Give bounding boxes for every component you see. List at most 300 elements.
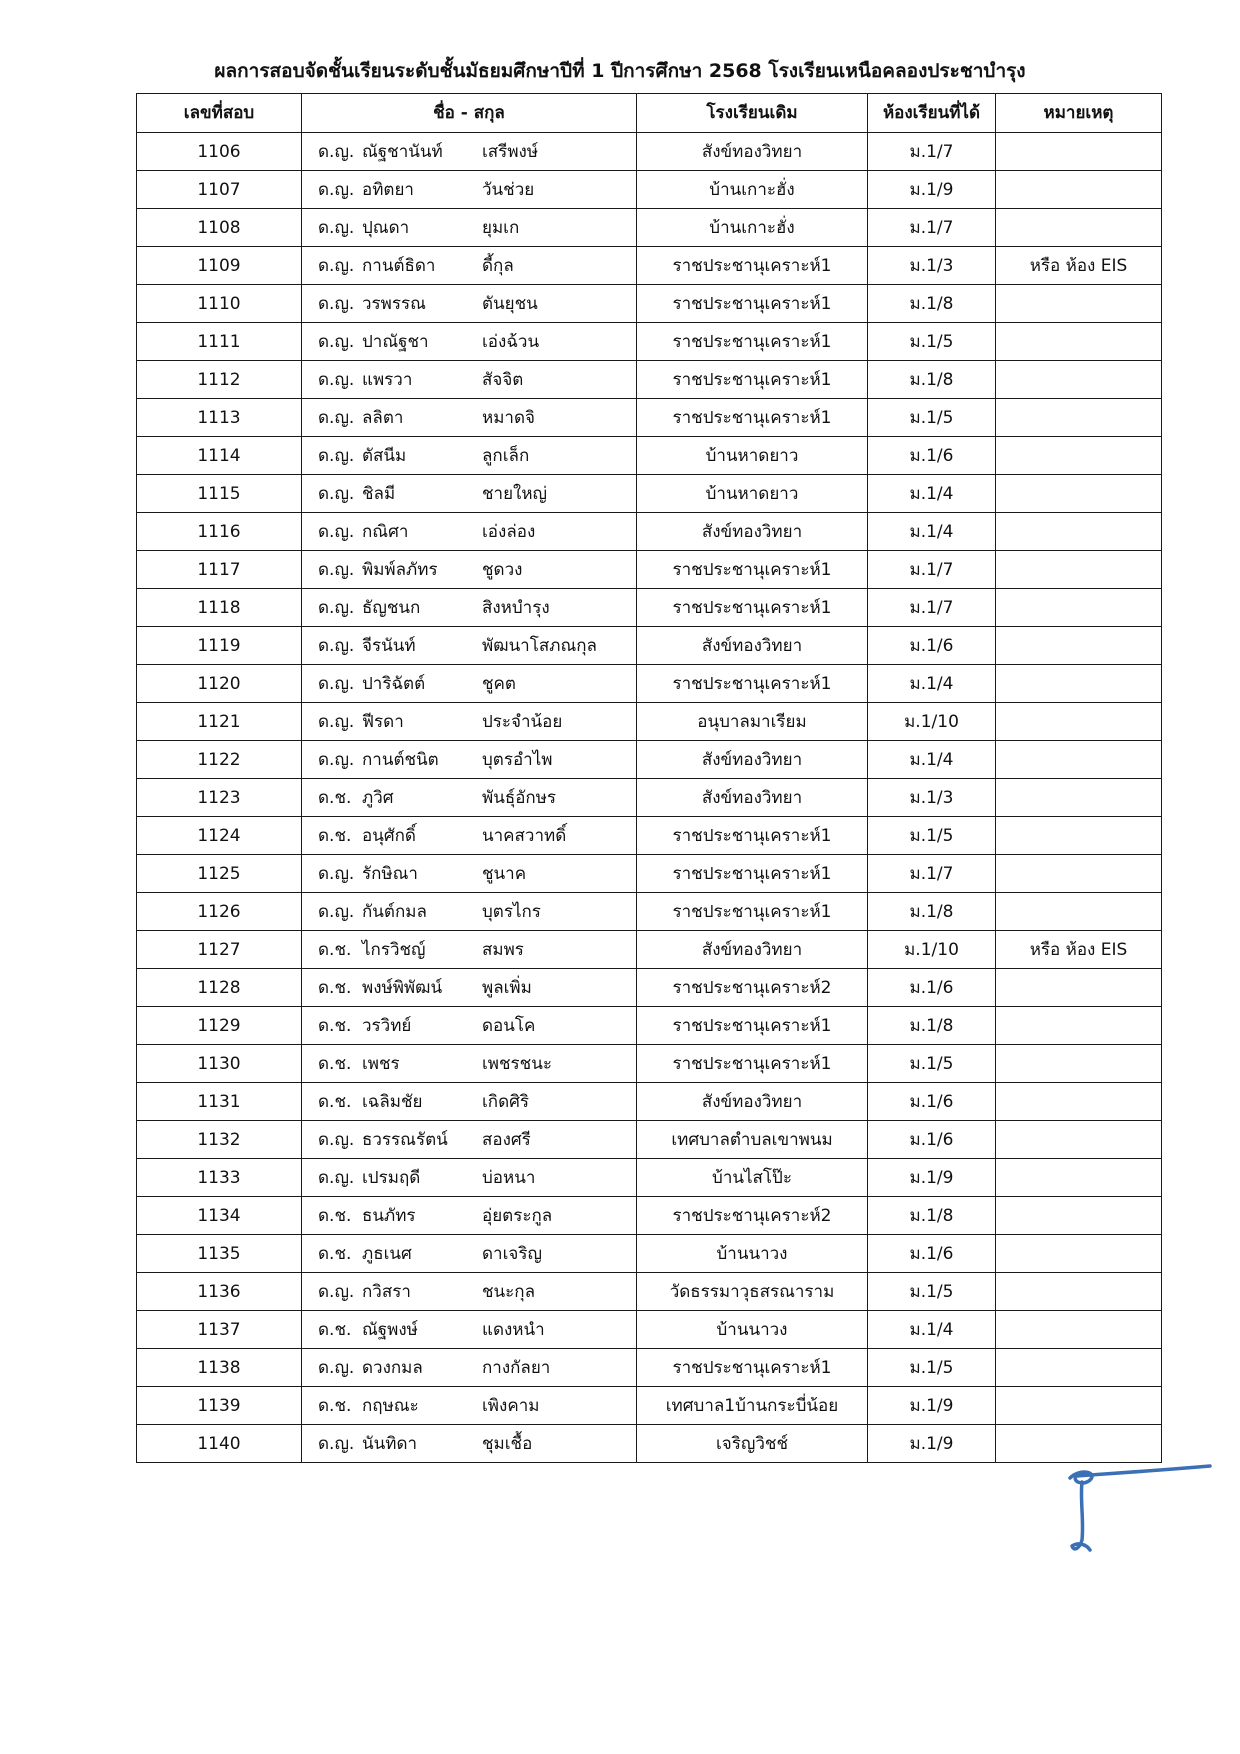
table-row	[137, 779, 1162, 817]
name-prefix: ด.ญ.	[318, 863, 355, 884]
full-name-cell	[302, 475, 637, 513]
exam-number-cell: 1113	[137, 399, 302, 437]
last-name: ดอนโค	[482, 1015, 536, 1036]
assigned-room-cell: ม.1/6	[868, 437, 996, 475]
name-prefix: ด.ช.	[318, 1091, 352, 1112]
table-row	[137, 969, 1162, 1007]
table-row	[137, 323, 1162, 361]
table-row	[137, 703, 1162, 741]
previous-school-cell: สังข์ทองวิทยา	[637, 1083, 868, 1121]
previous-school-cell: ราชประชานุเคราะห์1	[637, 589, 868, 627]
last-name: เอ่งฉ้วน	[482, 331, 540, 352]
last-name: เพชรชนะ	[482, 1053, 552, 1074]
assigned-room-cell: ม.1/8	[868, 893, 996, 931]
full-name-cell	[302, 513, 637, 551]
table-row	[137, 1045, 1162, 1083]
remarks-cell	[996, 855, 1162, 893]
first-name: รักษิณา	[362, 863, 418, 884]
assigned-room-cell: ม.1/3	[868, 779, 996, 817]
previous-school-cell: วัดธรรมาวุธสรณาราม	[637, 1273, 868, 1311]
first-name: ลลิตา	[362, 407, 404, 428]
last-name: บ่อหนา	[482, 1167, 536, 1188]
table-row	[137, 627, 1162, 665]
last-name: พูลเพิ่ม	[482, 977, 532, 998]
assigned-room-cell: ม.1/7	[868, 589, 996, 627]
exam-number-cell: 1128	[137, 969, 302, 1007]
last-name: สองศรี	[482, 1129, 531, 1150]
remarks-cell	[996, 399, 1162, 437]
name-prefix: ด.ญ.	[318, 673, 355, 694]
remarks-cell	[996, 1083, 1162, 1121]
remarks-cell	[996, 969, 1162, 1007]
first-name: ธนภัทร	[362, 1205, 416, 1226]
assigned-room-cell: ม.1/6	[868, 627, 996, 665]
previous-school-cell: ราชประชานุเคราะห์1	[637, 893, 868, 931]
previous-school-cell: บ้านหาดยาว	[637, 437, 868, 475]
assigned-room-cell: ม.1/9	[868, 1159, 996, 1197]
table-row	[137, 1007, 1162, 1045]
table-row	[137, 855, 1162, 893]
remarks-cell	[996, 817, 1162, 855]
remarks-cell	[996, 1045, 1162, 1083]
remarks-cell	[996, 171, 1162, 209]
name-prefix: ด.ช.	[318, 1205, 352, 1226]
full-name-cell	[302, 589, 637, 627]
header-full-name: ชื่อ - สกุล	[302, 94, 637, 133]
full-name-cell	[302, 817, 637, 855]
first-name: กวิสรา	[362, 1281, 411, 1302]
name-prefix: ด.ช.	[318, 787, 352, 808]
name-prefix: ด.ช.	[318, 1243, 352, 1264]
table-row	[137, 551, 1162, 589]
full-name-cell	[302, 1007, 637, 1045]
previous-school-cell: บ้านนาวง	[637, 1311, 868, 1349]
exam-number-cell: 1123	[137, 779, 302, 817]
exam-number-cell: 1115	[137, 475, 302, 513]
full-name-cell	[302, 285, 637, 323]
last-name: สิงหบำรุง	[482, 597, 550, 618]
exam-number-cell: 1137	[137, 1311, 302, 1349]
last-name: เสรีพงษ์	[482, 141, 539, 162]
previous-school-cell: บ้านเกาะฮั่ง	[637, 209, 868, 247]
last-name: ชุมเชื้อ	[482, 1433, 533, 1454]
previous-school-cell: บ้านหาดยาว	[637, 475, 868, 513]
full-name-cell	[302, 1159, 637, 1197]
remarks-cell	[996, 361, 1162, 399]
previous-school-cell: ราชประชานุเคราะห์1	[637, 855, 868, 893]
first-name: ปาณัฐชา	[362, 331, 429, 352]
previous-school-cell: สังข์ทองวิทยา	[637, 741, 868, 779]
table-row	[137, 893, 1162, 931]
previous-school-cell: ราชประชานุเคราะห์1	[637, 1007, 868, 1045]
first-name: พงษ์พิพัฒน์	[362, 977, 443, 998]
full-name-cell	[302, 551, 637, 589]
first-name: ณัฐชานันท์	[362, 141, 443, 162]
full-name-cell	[302, 931, 637, 969]
full-name-cell	[302, 1235, 637, 1273]
previous-school-cell: สังข์ทองวิทยา	[637, 931, 868, 969]
exam-number-cell: 1114	[137, 437, 302, 475]
full-name-cell	[302, 361, 637, 399]
first-name: ตัสนีม	[362, 445, 407, 466]
exam-number-cell: 1135	[137, 1235, 302, 1273]
last-name: สัจจิต	[482, 369, 524, 390]
table-row	[137, 209, 1162, 247]
first-name: กานต์ธิดา	[362, 255, 436, 276]
table-row	[137, 513, 1162, 551]
assigned-room-cell: ม.1/5	[868, 1045, 996, 1083]
exam-number-cell: 1111	[137, 323, 302, 361]
full-name-cell	[302, 627, 637, 665]
first-name: ภูธเนศ	[362, 1243, 412, 1264]
name-prefix: ด.ญ.	[318, 711, 355, 732]
last-name: เกิดศิริ	[482, 1091, 530, 1112]
last-name: บุตรอำไพ	[482, 749, 553, 770]
name-prefix: ด.ช.	[318, 825, 352, 846]
exam-number-cell: 1134	[137, 1197, 302, 1235]
assigned-room-cell: ม.1/5	[868, 323, 996, 361]
name-prefix: ด.ญ.	[318, 141, 355, 162]
remarks-cell: หรือ ห้อง EIS	[996, 247, 1162, 285]
name-prefix: ด.ช.	[318, 1053, 352, 1074]
assigned-room-cell: ม.1/8	[868, 1197, 996, 1235]
header-assigned-room: ห้องเรียนที่ได้	[868, 94, 996, 133]
exam-number-cell: 1131	[137, 1083, 302, 1121]
previous-school-cell: สังข์ทองวิทยา	[637, 627, 868, 665]
first-name: เปรมฤดี	[362, 1167, 421, 1188]
table-row	[137, 1083, 1162, 1121]
exam-number-cell: 1121	[137, 703, 302, 741]
full-name-cell	[302, 1121, 637, 1159]
full-name-cell	[302, 1083, 637, 1121]
remarks-cell	[996, 703, 1162, 741]
exam-number-cell: 1110	[137, 285, 302, 323]
assigned-room-cell: ม.1/9	[868, 171, 996, 209]
table-header-row	[137, 94, 1162, 133]
full-name-cell	[302, 323, 637, 361]
exam-number-cell: 1108	[137, 209, 302, 247]
first-name: กฤษณะ	[362, 1395, 419, 1416]
full-name-cell	[302, 703, 637, 741]
full-name-cell	[302, 1349, 637, 1387]
full-name-cell	[302, 741, 637, 779]
assigned-room-cell: ม.1/7	[868, 855, 996, 893]
remarks-cell	[996, 1121, 1162, 1159]
table-row	[137, 817, 1162, 855]
full-name-cell	[302, 855, 637, 893]
first-name: เพชร	[362, 1053, 400, 1074]
assigned-room-cell: ม.1/8	[868, 285, 996, 323]
full-name-cell	[302, 247, 637, 285]
last-name: ชูนาค	[482, 863, 527, 884]
table-row	[137, 285, 1162, 323]
previous-school-cell: ราชประชานุเคราะห์1	[637, 361, 868, 399]
last-name: หมาดจิ	[482, 407, 535, 428]
table-row	[137, 589, 1162, 627]
full-name-cell	[302, 1273, 637, 1311]
handwritten-signature	[1060, 1460, 1220, 1560]
previous-school-cell: ราชประชานุเคราะห์1	[637, 1045, 868, 1083]
remarks-cell	[996, 475, 1162, 513]
name-prefix: ด.ญ.	[318, 635, 355, 656]
last-name: เพิงคาม	[482, 1395, 540, 1416]
last-name: กางกัลยา	[482, 1357, 551, 1378]
assigned-room-cell: ม.1/6	[868, 969, 996, 1007]
assigned-room-cell: ม.1/6	[868, 1235, 996, 1273]
name-prefix: ด.ญ.	[318, 1433, 355, 1454]
assigned-room-cell: ม.1/10	[868, 703, 996, 741]
previous-school-cell: บ้านไสโป๊ะ	[637, 1159, 868, 1197]
last-name: ชูดวง	[482, 559, 523, 580]
last-name: นาคสวาทดิ์	[482, 825, 567, 846]
header-previous-school: โรงเรียนเดิม	[637, 94, 868, 133]
previous-school-cell: ราชประชานุเคราะห์2	[637, 1197, 868, 1235]
remarks-cell	[996, 285, 1162, 323]
first-name: ณัฐพงษ์	[362, 1319, 418, 1340]
name-prefix: ด.ญ.	[318, 1281, 355, 1302]
assigned-room-cell: ม.1/4	[868, 665, 996, 703]
remarks-cell	[996, 513, 1162, 551]
name-prefix: ด.ช.	[318, 1319, 352, 1340]
previous-school-cell: ราชประชานุเคราะห์1	[637, 551, 868, 589]
remarks-cell	[996, 209, 1162, 247]
remarks-cell	[996, 1349, 1162, 1387]
table-row	[137, 399, 1162, 437]
table-row	[137, 1311, 1162, 1349]
exam-number-cell: 1133	[137, 1159, 302, 1197]
table-row	[137, 361, 1162, 399]
assigned-room-cell: ม.1/10	[868, 931, 996, 969]
last-name: พัฒนาโสภณกุล	[482, 635, 597, 656]
name-prefix: ด.ญ.	[318, 369, 355, 390]
first-name: อนุศักดิ์	[362, 825, 416, 846]
first-name: กานต์ชนิต	[362, 749, 439, 770]
assigned-room-cell: ม.1/5	[868, 1273, 996, 1311]
table-row	[137, 1159, 1162, 1197]
full-name-cell	[302, 893, 637, 931]
exam-number-cell: 1117	[137, 551, 302, 589]
name-prefix: ด.ช.	[318, 1015, 352, 1036]
exam-number-cell: 1139	[137, 1387, 302, 1425]
full-name-cell	[302, 1387, 637, 1425]
first-name: ฟีรดา	[362, 711, 404, 732]
first-name: ธัญชนก	[362, 597, 421, 618]
exam-number-cell: 1140	[137, 1425, 302, 1463]
full-name-cell	[302, 133, 637, 171]
first-name: อทิตยา	[362, 179, 414, 200]
remarks-cell	[996, 589, 1162, 627]
assigned-room-cell: ม.1/8	[868, 361, 996, 399]
table-row	[137, 171, 1162, 209]
exam-number-cell: 1124	[137, 817, 302, 855]
table-row	[137, 665, 1162, 703]
last-name: ชูคต	[482, 673, 516, 694]
previous-school-cell: เจริญวิชช์	[637, 1425, 868, 1463]
assigned-room-cell: ม.1/4	[868, 513, 996, 551]
table-row	[137, 1273, 1162, 1311]
remarks-cell	[996, 323, 1162, 361]
last-name: ดาเจริญ	[482, 1243, 542, 1264]
previous-school-cell: สังข์ทองวิทยา	[637, 513, 868, 551]
last-name: วันช่วย	[482, 179, 535, 200]
first-name: ไกรวิชญ์	[362, 939, 426, 960]
full-name-cell	[302, 779, 637, 817]
remarks-cell	[996, 1311, 1162, 1349]
previous-school-cell: ราชประชานุเคราะห์1	[637, 285, 868, 323]
remarks-cell	[996, 1273, 1162, 1311]
remarks-cell	[996, 1235, 1162, 1273]
name-prefix: ด.ญ.	[318, 179, 355, 200]
table-body	[137, 133, 1162, 1463]
full-name-cell	[302, 665, 637, 703]
name-prefix: ด.ญ.	[318, 901, 355, 922]
assigned-room-cell: ม.1/7	[868, 209, 996, 247]
first-name: ภูวิศ	[362, 787, 394, 808]
first-name: ธวรรณรัตน์	[362, 1129, 448, 1150]
table-row	[137, 741, 1162, 779]
first-name: เฉลิมชัย	[362, 1091, 423, 1112]
assigned-room-cell: ม.1/8	[868, 1007, 996, 1045]
exam-number-cell: 1106	[137, 133, 302, 171]
name-prefix: ด.ญ.	[318, 597, 355, 618]
name-prefix: ด.ญ.	[318, 217, 355, 238]
name-prefix: ด.ญ.	[318, 1167, 355, 1188]
previous-school-cell: ราชประชานุเคราะห์1	[637, 665, 868, 703]
full-name-cell	[302, 969, 637, 1007]
assigned-room-cell: ม.1/4	[868, 1311, 996, 1349]
header-remarks: หมายเหตุ	[996, 94, 1162, 133]
remarks-cell	[996, 893, 1162, 931]
exam-number-cell: 1129	[137, 1007, 302, 1045]
remarks-cell	[996, 551, 1162, 589]
exam-number-cell: 1120	[137, 665, 302, 703]
assigned-room-cell: ม.1/4	[868, 741, 996, 779]
remarks-cell	[996, 627, 1162, 665]
remarks-cell	[996, 1007, 1162, 1045]
exam-number-cell: 1118	[137, 589, 302, 627]
last-name: ชายใหญ่	[482, 483, 548, 504]
name-prefix: ด.ญ.	[318, 559, 355, 580]
first-name: นันทิดา	[362, 1433, 418, 1454]
previous-school-cell: ราชประชานุเคราะห์1	[637, 247, 868, 285]
first-name: ปาริฉัตต์	[362, 673, 426, 694]
last-name: ตันยุชน	[482, 293, 538, 314]
previous-school-cell: สังข์ทองวิทยา	[637, 133, 868, 171]
document-title: ผลการสอบจัดชั้นเรียนระดับชั้นมัธยมศึกษาปีที่ 1 ปีการศึกษา 2568 โรงเรียนเหนือคลองประชาบำรุง	[214, 60, 1026, 82]
full-name-cell	[302, 1425, 637, 1463]
full-name-cell	[302, 1197, 637, 1235]
table-row	[137, 1387, 1162, 1425]
assigned-room-cell: ม.1/7	[868, 551, 996, 589]
previous-school-cell: บ้านนาวง	[637, 1235, 868, 1273]
previous-school-cell: บ้านเกาะฮั่ง	[637, 171, 868, 209]
last-name: ลูกเล็ก	[482, 445, 530, 466]
table-row	[137, 1121, 1162, 1159]
full-name-cell	[302, 437, 637, 475]
table-row	[137, 437, 1162, 475]
full-name-cell	[302, 209, 637, 247]
remarks-cell	[996, 741, 1162, 779]
first-name: กณิศา	[362, 521, 409, 542]
exam-number-cell: 1127	[137, 931, 302, 969]
exam-number-cell: 1136	[137, 1273, 302, 1311]
previous-school-cell: ราชประชานุเคราะห์2	[637, 969, 868, 1007]
last-name: ดี้กุล	[482, 255, 514, 276]
header-exam-number: เลขที่สอบ	[137, 94, 302, 133]
name-prefix: ด.ญ.	[318, 521, 355, 542]
exam-number-cell: 1122	[137, 741, 302, 779]
assigned-room-cell: ม.1/7	[868, 133, 996, 171]
name-prefix: ด.ญ.	[318, 445, 355, 466]
first-name: จีรนันท์	[362, 635, 416, 656]
assigned-room-cell: ม.1/9	[868, 1387, 996, 1425]
assigned-room-cell: ม.1/9	[868, 1425, 996, 1463]
exam-number-cell: 1130	[137, 1045, 302, 1083]
remarks-cell	[996, 1425, 1162, 1463]
exam-number-cell: 1138	[137, 1349, 302, 1387]
exam-number-cell: 1126	[137, 893, 302, 931]
name-prefix: ด.ญ.	[318, 255, 355, 276]
table-row	[137, 1197, 1162, 1235]
name-prefix: ด.ช.	[318, 939, 352, 960]
remarks-cell	[996, 779, 1162, 817]
name-prefix: ด.ญ.	[318, 1129, 355, 1150]
previous-school-cell: สังข์ทองวิทยา	[637, 779, 868, 817]
remarks-cell	[996, 1197, 1162, 1235]
remarks-cell	[996, 1159, 1162, 1197]
remarks-cell	[996, 437, 1162, 475]
previous-school-cell: ราชประชานุเคราะห์1	[637, 817, 868, 855]
name-prefix: ด.ญ.	[318, 749, 355, 770]
table-row	[137, 1349, 1162, 1387]
last-name: อุ่ยตระกูล	[482, 1205, 553, 1226]
previous-school-cell: ราชประชานุเคราะห์1	[637, 323, 868, 361]
exam-number-cell: 1119	[137, 627, 302, 665]
full-name-cell	[302, 171, 637, 209]
last-name: ประจำน้อย	[482, 711, 563, 732]
table-row	[137, 475, 1162, 513]
last-name: เอ่งล่อง	[482, 521, 536, 542]
name-prefix: ด.ญ.	[318, 293, 355, 314]
last-name: พันธุ์อักษร	[482, 787, 557, 808]
assigned-room-cell: ม.1/4	[868, 475, 996, 513]
last-name: ชนะกุล	[482, 1281, 536, 1302]
assigned-room-cell: ม.1/6	[868, 1121, 996, 1159]
last-name: แดงหนำ	[482, 1319, 545, 1340]
table-row	[137, 1425, 1162, 1463]
table-row	[137, 931, 1162, 969]
name-prefix: ด.ช.	[318, 977, 352, 998]
remarks-cell	[996, 665, 1162, 703]
previous-school-cell: อนุบาลมาเรียม	[637, 703, 868, 741]
remarks-cell	[996, 1387, 1162, 1425]
first-name: ชิลมี	[362, 483, 396, 504]
full-name-cell	[302, 1311, 637, 1349]
name-prefix: ด.ช.	[318, 1395, 352, 1416]
exam-number-cell: 1112	[137, 361, 302, 399]
first-name: ดวงกมล	[362, 1357, 423, 1378]
assigned-room-cell: ม.1/5	[868, 817, 996, 855]
full-name-cell	[302, 399, 637, 437]
table-row	[137, 1235, 1162, 1273]
last-name: ยุมเก	[482, 217, 520, 238]
previous-school-cell: ราชประชานุเคราะห์1	[637, 399, 868, 437]
first-name: กันต์กมล	[362, 901, 427, 922]
exam-results-table	[136, 93, 1162, 1463]
first-name: ปุณดา	[362, 217, 410, 238]
name-prefix: ด.ญ.	[318, 407, 355, 428]
remarks-cell: หรือ ห้อง EIS	[996, 931, 1162, 969]
